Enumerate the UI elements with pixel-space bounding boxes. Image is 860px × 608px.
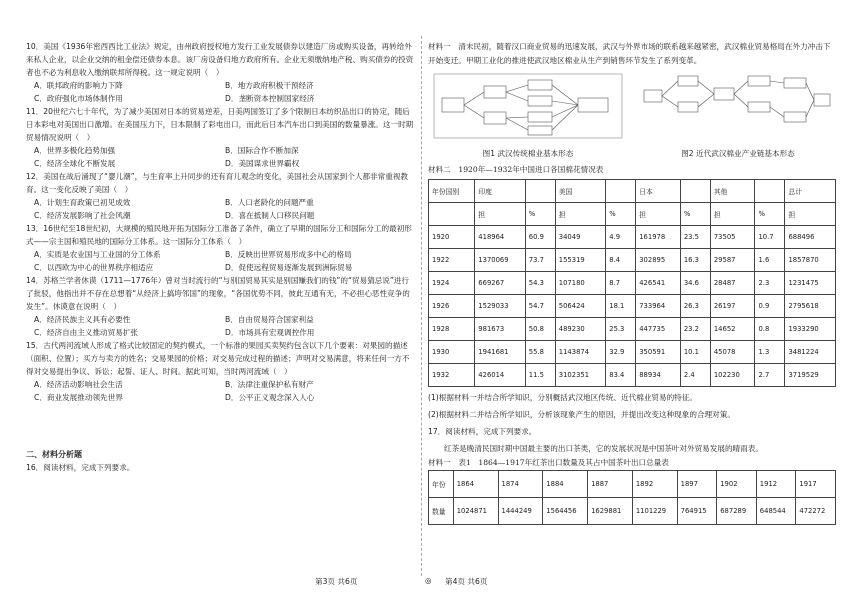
- table-cell: 印度: [475, 180, 525, 203]
- table-cell: 648544: [756, 498, 796, 525]
- option: C．经济发展影响了社会风潮: [34, 211, 131, 220]
- table-cell: 1529033: [475, 295, 525, 318]
- table-cell: 426541: [636, 272, 681, 295]
- table-cell: 10.1: [680, 341, 710, 364]
- option: A．计划生育政策已初见成效: [34, 198, 131, 207]
- black-tea-export-table: [428, 470, 836, 525]
- material-2-title: 材料二 1920年—1932年中国进口各国棉花情况表: [428, 165, 604, 174]
- option: B．国际合作不断加深: [225, 146, 299, 155]
- option: A．联邦政府的影响力下降: [34, 81, 123, 90]
- table-cell: 688496: [785, 226, 836, 249]
- option: D．美国谋求世界霸权: [225, 159, 300, 168]
- table-cell: 26.3: [680, 295, 710, 318]
- table-cell: [606, 180, 636, 203]
- table-cell: 1444249: [498, 498, 543, 525]
- table-row: [429, 272, 836, 295]
- table-cell: 25.3: [606, 318, 636, 341]
- page-number-left: 第3页 共6页: [315, 577, 358, 586]
- table-cell: 2.7: [755, 364, 785, 387]
- table-cell: 1926: [429, 295, 475, 318]
- table-header-row: [429, 180, 836, 203]
- q11-options: [26, 144, 416, 170]
- q12-options: [26, 196, 416, 222]
- table-cell: 2.4: [680, 364, 710, 387]
- question-15: 15．古代两河流域人形成了格式比较固定的契约模式，一个标准的果园买卖契约包含以下几个要素：对果园的描述（面积、位置）；买方与卖方的姓名；交易果园的价格；对交易完成过程的描述；声明对交易满意，将来任何一方不得对交易提出争议、诉讼；起誓、证人、时间。据此可知，当时两河流域（ ）: [26, 341, 410, 376]
- table-row: [429, 364, 836, 387]
- table-cell: 981673: [475, 318, 525, 341]
- option: D．垄断资本控制国家经济: [225, 94, 315, 103]
- table-cell: 总计: [785, 180, 836, 203]
- table-cell: 1864: [453, 471, 498, 498]
- table-cell: 102230: [710, 364, 755, 387]
- table-cell: 26197: [710, 295, 755, 318]
- table-cell: 10.7: [755, 226, 785, 249]
- question-12: 12．美国在战后涌现了“婴儿潮”，与生育率上升同步的还有育儿观念的变化，美国社会从国家到个人都非常重视教育。这一变化反映了美国（ ）: [26, 172, 409, 194]
- table-cell: 50.8: [525, 318, 555, 341]
- year-row: [429, 471, 836, 498]
- table-cell: 302895: [636, 249, 681, 272]
- figure-2-diagram: [638, 72, 838, 140]
- question-17: 17．阅读材料，完成下列要求。: [428, 427, 537, 436]
- option: A．实质是农业国与工业国的分工体系: [34, 250, 161, 259]
- table-cell: 60.9: [525, 226, 555, 249]
- figure-1-diagram: [428, 72, 628, 140]
- table-cell: 2795618: [785, 295, 836, 318]
- row-label: 年份: [429, 471, 454, 498]
- table-cell: 8.7: [606, 272, 636, 295]
- table-cell: 55.8: [525, 341, 555, 364]
- option: C．政府强化市场体制作用: [34, 94, 123, 103]
- option: C．经济全球化不断发展: [34, 159, 116, 168]
- table-cell: 8.4: [606, 249, 636, 272]
- table-cell: 1857870: [785, 249, 836, 272]
- table-cell: 18.1: [606, 295, 636, 318]
- figure-1-caption: 图1 武汉传统棉业基本形态: [482, 149, 574, 158]
- option: B．自由贸易符合国家利益: [225, 315, 314, 324]
- option: C．以西欧为中心的世界秩序相适应: [34, 263, 154, 272]
- table-row: [429, 341, 836, 364]
- table-2-title: 材料一 表1 1864—1917年红茶出口数量及其占中国茶叶出口总量表: [428, 458, 669, 467]
- table-cell: 45078: [710, 341, 755, 364]
- page-4: [428, 0, 838, 525]
- option: C．商业发展推动领先世界: [34, 393, 123, 402]
- table-cell: 29587: [710, 249, 755, 272]
- cotton-import-table: [428, 179, 836, 387]
- section-heading: 二、材料分析题: [26, 450, 82, 459]
- question-10: 10．美国《1936年密西西比工业法》规定，由州政府授权地方发行工业发展债券以建造厂房或购买设备，再转给外来私人企业，以企业交纳的租金偿还债券本息。该厂房设备归地方政府所有。企业无须缴纳地产税、购买债券的投资者也不必为利息收入缴纳联邦所得税。这一规定说明（ ）: [26, 42, 414, 77]
- question-16: 16．阅读材料，完成下列要求。: [26, 463, 135, 472]
- table-cell: 1897: [677, 471, 717, 498]
- table-cell: 3102351: [555, 364, 605, 387]
- option: D．市场具有宏观调控作用: [225, 328, 315, 337]
- table-cell: [755, 180, 785, 203]
- quantity-row: [429, 498, 836, 525]
- table-cell: 350591: [636, 341, 681, 364]
- table-row: [429, 318, 836, 341]
- table-cell: 4.9: [606, 226, 636, 249]
- material-3: 红茶是晚清民国时期中国最主要的出口茶类，它的发展状况是中国茶叶对外贸易发展的晴雨表。: [444, 444, 763, 453]
- material-1: 材料一 清末民初，随着汉口商业贸易的迅速发展，武汉与外界市场的联系越来越紧密，武汉棉业贸易格局在外力冲击下开始变迁。甲期工业化的推进使武汉地区棉业从生产到销售环节发生了系列变革。: [428, 42, 831, 65]
- table-cell: 426014: [475, 364, 525, 387]
- table-unit-row: [429, 203, 836, 226]
- option: D．促使远程贸易逐渐发展到洲际贸易: [225, 263, 353, 272]
- table-cell: 日本: [636, 180, 681, 203]
- table-cell: 担: [555, 203, 605, 226]
- table-cell: 1922: [429, 249, 475, 272]
- table-cell: 担: [475, 203, 525, 226]
- table-cell: 418964: [475, 226, 525, 249]
- table-cell: 764915: [677, 498, 717, 525]
- table-cell: 1370069: [475, 249, 525, 272]
- table-cell: 1101229: [632, 498, 677, 525]
- table-cell: 1629881: [588, 498, 633, 525]
- table-cell: 73.7: [525, 249, 555, 272]
- question-11: 11．20世纪六七十年代，为了减少美国对日本的贸易逆差，日美两国签订了多个限制日本纺织品出口的协定，随后日本彩电对美国出口激增。在美国压力下，日本限制了彩电出口，而此后日本汽车出口到美国的数量暴涨。这一时期贸易情况说明（ ）: [26, 107, 414, 142]
- table-cell: 34.6: [680, 272, 710, 295]
- table-cell: 其他: [710, 180, 755, 203]
- table-cell: 1924: [429, 272, 475, 295]
- table-row: [429, 295, 836, 318]
- table-row: [429, 249, 836, 272]
- figures: [428, 72, 838, 140]
- table-cell: 1.6: [755, 249, 785, 272]
- table-cell: 1024871: [453, 498, 498, 525]
- option: A．经济活动影响社会生活: [34, 380, 123, 389]
- table-cell: 1930: [429, 341, 475, 364]
- table-cell: 506424: [555, 295, 605, 318]
- table-cell: 14652: [710, 318, 755, 341]
- requirement-1: (1)根据材料一并结合所学知识，分别概括武汉地区传统、近代棉业贸易的特征。: [428, 393, 697, 402]
- table-cell: 1564456: [543, 498, 588, 525]
- option: B．法律注重保护私有财产: [225, 380, 314, 389]
- page-divider: [421, 36, 422, 576]
- table-cell: 1941681: [475, 341, 525, 364]
- table-cell: %: [525, 203, 555, 226]
- question-14: 14．苏格兰学者休谟（1711—1776年）曾对当时流行的“与别国贸易其实是别国赚我们的钱”的“贸易猜忌说”进行了批驳，他指出并不存在总想着“从经济上搞垮邻国”的现象，“各国优势不同，彼此互通有无，不必担心恶性竞争的发生”。休谟意在说明（ ）: [26, 276, 410, 311]
- table-cell: %: [606, 203, 636, 226]
- table-cell: 472272: [796, 498, 836, 525]
- table-cell: 担: [636, 203, 681, 226]
- option: D．公平正义观念深入人心: [225, 393, 315, 402]
- table-cell: 733964: [636, 295, 681, 318]
- table-cell: 年份国别: [429, 180, 475, 203]
- option: B．反映出世界贸易形成多中心的格局: [225, 250, 352, 259]
- table-cell: [680, 180, 710, 203]
- table-cell: 155319: [555, 249, 605, 272]
- table-cell: 687289: [717, 498, 757, 525]
- page-3: [26, 0, 416, 474]
- table-cell: 担: [710, 203, 755, 226]
- option: D．喜在抵制人口移民问题: [225, 211, 315, 220]
- table-cell: 1887: [588, 471, 633, 498]
- table-cell: 73505: [710, 226, 755, 249]
- table-cell: 1892: [632, 471, 677, 498]
- table-cell: 1884: [543, 471, 588, 498]
- table-cell: 1928: [429, 318, 475, 341]
- table-cell: 3481224: [785, 341, 836, 364]
- table-cell: 669267: [475, 272, 525, 295]
- center-mark: ◎: [425, 576, 432, 585]
- table-cell: 447735: [636, 318, 681, 341]
- figure-2-caption: 图2 近代武汉棉业产业链基本形态: [681, 149, 795, 158]
- table-cell: 23.2: [680, 318, 710, 341]
- table-cell: 32.9: [606, 341, 636, 364]
- table-cell: 1902: [717, 471, 757, 498]
- table-cell: 161978: [636, 226, 681, 249]
- option: A．经济民族主义具有必要性: [34, 315, 131, 324]
- requirement-2: (2)根据材料二并结合所学知识，分析该现象产生的原因，并提出改变这种现象的合理对策。: [428, 410, 735, 419]
- option: B．地方政府积极干预经济: [225, 81, 314, 90]
- table-cell: 1.3: [755, 341, 785, 364]
- table-cell: 11.5: [525, 364, 555, 387]
- table-cell: 28487: [710, 272, 755, 295]
- table-cell: 88934: [636, 364, 681, 387]
- table-cell: 1920: [429, 226, 475, 249]
- table-cell: 1874: [498, 471, 543, 498]
- option: C．经济自由主义推动贸易扩张: [34, 328, 139, 337]
- table-row: [429, 226, 836, 249]
- table-cell: 担: [785, 203, 836, 226]
- row-label: 数量: [429, 498, 454, 525]
- table-cell: 107180: [555, 272, 605, 295]
- table-cell: 1231475: [785, 272, 836, 295]
- table-cell: 54.3: [525, 272, 555, 295]
- q10-options: [26, 79, 416, 105]
- option: B．人口老龄化的问题严重: [225, 198, 314, 207]
- page-number-right: 第4页 共6页: [445, 577, 488, 586]
- table-cell: 0.9: [755, 295, 785, 318]
- table-cell: 1917: [796, 471, 836, 498]
- table-cell: 489230: [555, 318, 605, 341]
- table-cell: [525, 180, 555, 203]
- question-13: 13．16世纪至18世纪初，大规模的殖民地开拓为国际分工准备了条件，确立了早期的国际分工和国际分工的最初形式——宗主国和殖民地的国际分工体系。这一国际分工体系（ ）: [26, 224, 412, 246]
- table-cell: 34049: [555, 226, 605, 249]
- q14-options: [26, 313, 416, 339]
- table-cell: 16.3: [680, 249, 710, 272]
- q15-options: [26, 378, 416, 404]
- table-cell: 23.5: [680, 226, 710, 249]
- table-cell: %: [755, 203, 785, 226]
- table-cell: 2.3: [755, 272, 785, 295]
- table-cell: 1933290: [785, 318, 836, 341]
- table-cell: 1912: [756, 471, 796, 498]
- table-cell: 1143874: [555, 341, 605, 364]
- table-cell: %: [680, 203, 710, 226]
- option: A．世界多极化趋势加强: [34, 146, 116, 155]
- q13-options: [26, 248, 416, 274]
- figure-captions: [428, 146, 838, 159]
- table-cell: 3719529: [785, 364, 836, 387]
- table-cell: 54.7: [525, 295, 555, 318]
- table-cell: 83.4: [606, 364, 636, 387]
- table-cell: 美国: [555, 180, 605, 203]
- table-cell: [429, 203, 475, 226]
- table-cell: 1932: [429, 364, 475, 387]
- table-cell: 0.8: [755, 318, 785, 341]
